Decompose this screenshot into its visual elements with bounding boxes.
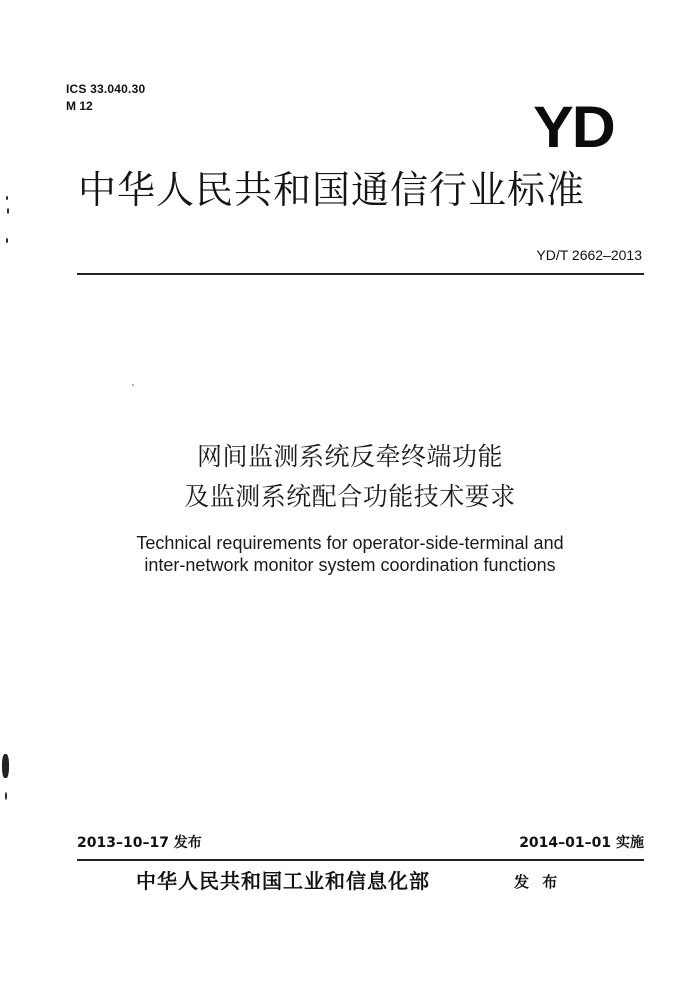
ics-code: ICS 33.040.30 <box>66 82 146 96</box>
document-title-cn-line2: 及监测系统配合功能技术要求 <box>184 482 516 511</box>
document-title-en-line1: Technical requirements for operator-side-terminal and <box>136 533 564 553</box>
scan-speck <box>132 384 134 386</box>
yd-logo: YD <box>533 95 614 160</box>
scan-speck <box>2 754 9 778</box>
document-title-en-line2: inter-network monitor system coordination functions <box>144 555 556 575</box>
scan-speck <box>6 238 8 243</box>
issue-verb: 发 布 <box>514 873 562 891</box>
ccs-code: M 12 <box>66 99 93 113</box>
issuing-authority: 中华人民共和国工业和信息化部 <box>136 869 430 893</box>
standard-number: YD/T 2662–2013 <box>536 247 642 263</box>
bottom-divider <box>77 859 644 861</box>
document-title-cn-line1: 网间监测系统反牵终端功能 <box>196 442 503 471</box>
implementation-date: 2014–01–01 实施 <box>519 835 644 851</box>
top-divider <box>77 273 644 275</box>
scan-speck <box>7 208 9 214</box>
scan-speck <box>5 792 7 800</box>
standard-category-title: 中华人民共和国通信行业标准 <box>78 168 586 212</box>
issue-date: 2013–10–17 发布 <box>77 835 202 851</box>
scan-speck <box>6 196 8 200</box>
